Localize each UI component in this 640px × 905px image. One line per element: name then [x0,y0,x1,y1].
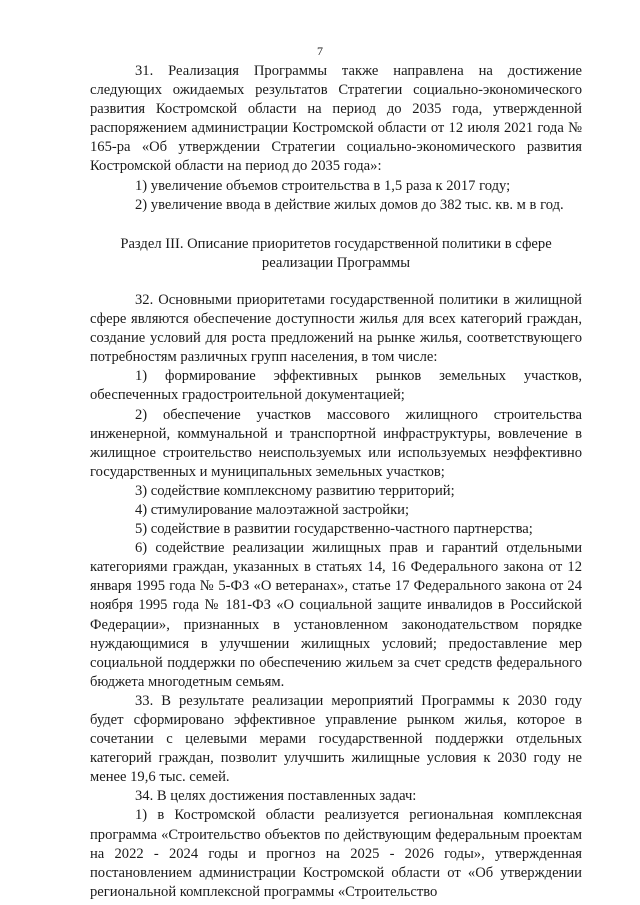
paragraph-32: 32. Основными приоритетами государственной политики в жилищной сфере являются обеспечение доступности жилья для всех категорий граждан, создание условий для роста предложений на рынке жилья, соответствующего потребностям различных групп населения, в том числе: [90,291,582,366]
paragraph-34: 34. В целях достижения поставленных задач: [135,788,417,805]
paragraph-33: 33. В результате реализации мероприятий Программы к 2030 году будет сформировано эффективное управление рынком жилья, которое в сочетании с целевыми мерами государственной поддержки отдельных категорий граждан, позволит улучшить жилищные условия к 2030 году не менее 19,6 тыс. семей. [90,692,582,786]
paragraph-32-item-6: 6) содействие реализации жилищных прав и гарантий отдельными категориями граждан, указанных в статьях 14, 16 Федерального закона от 12 января 1995 года № 5-ФЗ «О ветеранах», статье 17 Федерального закона от 24 ноября 1995 года № 181-ФЗ «О социальной защите инвалидов в Российской Федерации», признанных в установленном законодательством порядке нуждающимися в улучшении жилищных условий; предоставление мер социальной поддержки по обеспечению жильем за счет средств федерального бюджета многодетным семьям. [90,540,582,690]
paragraph-34-item-1: 1) в Костромской области реализуется региональная комплексная программа «Строительство объектов по действующим федеральным проектам на 2022 - 2024 годы и прогноз на 2025 - 2026 годы», утвержденная постановлением администрации Костромской области от «Об утверждении региональной комплексной программы «Строительство [90,807,582,900]
paragraph-31: 31. Реализация Программы также направлена на достижение следующих ожидаемых результатов Стратегии социально-экономического развития Костромской области на период до 2035 года, утвержденной распоряжением администрации Костромской области от 12 июля 2021 года № 165-ра «Об утверждении Стратегии социально-экономического развития Костромской области на период до 2035 года»: [90,63,582,175]
document-body [90,62,582,902]
paragraph-32-item-5: 5) содействие в развитии государственно-частного партнерства; [135,521,533,538]
section-heading: Раздел III. Описание приоритетов государственной политики в сфере реализации Программы [120,235,552,271]
paragraph-32-item-4: 4) стимулирование малоэтажной застройки; [135,501,410,518]
paragraph-32-item-3: 3) содействие комплексному развитию территорий; [135,482,455,499]
paragraph-31-item-2: 2) увеличение ввода в действие жилых домов до 382 тыс. кв. м в год. [135,196,564,213]
page-number: 7 [317,44,323,58]
paragraph-32-item-2: 2) обеспечение участков массового жилищного строительства инженерной, коммунальной и транспортной инфраструктуры, вовлечение в жилищное строительство неиспользуемых или используемых неэффективно государственных и муниципальных земельных участков; [90,406,582,480]
paragraph-31-item-1: 1) увеличение объемов строительства в 1,5 раза к 2017 году; [135,177,511,194]
paragraph-32-item-1: 1) формирование эффективных рынков земельных участков, обеспеченных градостроительной документацией; [90,368,582,404]
